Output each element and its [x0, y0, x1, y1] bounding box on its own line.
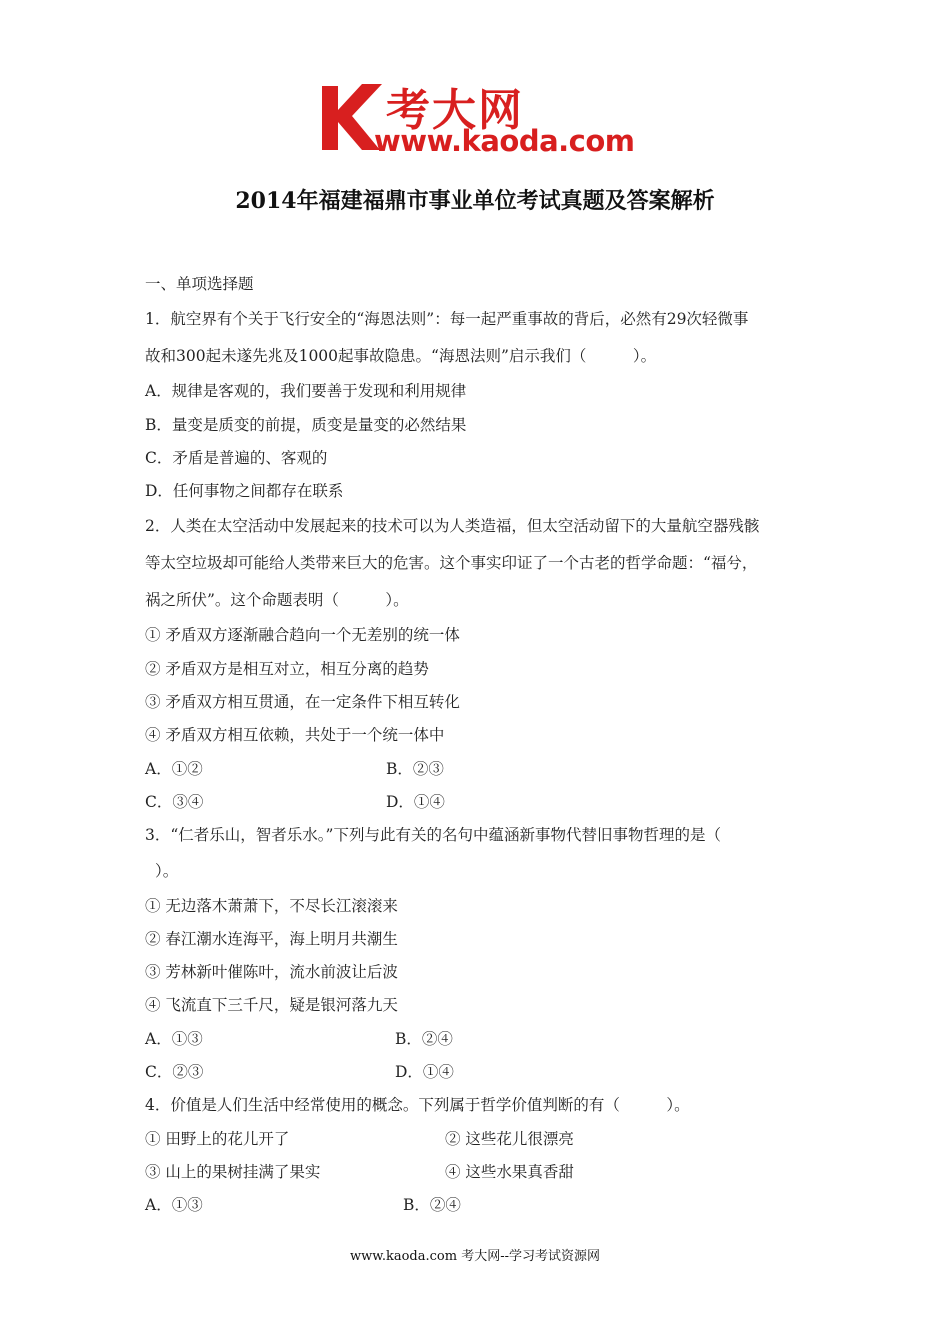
logo-chinese-text: 考大网: [386, 85, 524, 136]
question-3-item-3: ③ 芳林新叶催陈叶，流水前波让后波: [145, 963, 398, 982]
question-2-options-row-2: [145, 786, 810, 819]
question-4-options-row-1: [145, 1189, 810, 1222]
kaoda-logo: [318, 80, 638, 162]
question-2-option-d: D．①④: [386, 792, 445, 811]
question-1-option-a: A．规律是客观的，我们要善于发现和利用规律: [145, 382, 467, 401]
page-title: 2014年福建福鼎市事业单位考试真题及答案解析: [235, 188, 715, 214]
question-2-line-3: 祸之所伏”。这个命题表明（ ）。: [145, 591, 409, 610]
question-2-line-1: 2．人类在太空活动中发展起来的技术可以为人类造福，但太空活动留下的大量航空器残骸: [145, 517, 760, 536]
question-3-item-4: ④ 飞流直下三千尺，疑是银河落九天: [145, 996, 398, 1015]
question-2-item-2: ② 矛盾双方是相互对立，相互分离的趋势: [145, 659, 429, 678]
question-4-items-row-1: [145, 1123, 810, 1156]
document-body: [145, 268, 810, 1223]
question-2-line-2: 等太空垃圾却可能给人类带来巨大的危害。这个事实印证了一个古老的哲学命题：“福兮，: [145, 554, 758, 573]
page-footer: www.kaoda.com 考大网--学习考试资源网: [350, 1249, 600, 1264]
question-1-line-1: 1．航空界有个关于飞行安全的“海恩法则”：每一起严重事故的背后，必然有29次轻微事: [145, 310, 749, 329]
question-4-item-2: ② 这些花儿很漂亮: [445, 1129, 574, 1148]
question-2-item-1: ① 矛盾双方逐渐融合趋向一个无差别的统一体: [145, 626, 460, 645]
question-1-option-c: C．矛盾是普遍的、客观的: [145, 448, 328, 467]
question-4-item-1: ① 田野上的花儿开了: [145, 1129, 290, 1148]
question-4-option-b: B．②④: [403, 1196, 461, 1215]
question-3-option-d: D．①④: [395, 1063, 454, 1082]
question-3-item-1: ① 无边落木萧萧下，不尽长江滚滚来: [145, 896, 398, 915]
question-2-item-3: ③ 矛盾双方相互贯通，在一定条件下相互转化: [145, 693, 460, 712]
question-3-option-b: B．②④: [395, 1029, 453, 1048]
question-3-options-row-1: [145, 1023, 810, 1056]
question-4-items-row-2: [145, 1156, 810, 1189]
question-4-line-1: 4．价值是人们生活中经常使用的概念。下列属于哲学价值判断的有（ ）。: [145, 1096, 690, 1115]
question-2-option-a: A．①②: [145, 759, 203, 778]
question-1-option-b: B．量变是质变的前提，质变是量变的必然结果: [145, 415, 467, 434]
question-2-option-c: C．③④: [145, 792, 204, 811]
question-3-line-2: ）。: [155, 861, 179, 880]
question-3-option-a: A．①③: [145, 1029, 203, 1048]
question-2-options-row-1: [145, 753, 810, 786]
question-2-option-b: B．②③: [386, 759, 444, 778]
question-4-item-3: ③ 山上的果树挂满了果实: [145, 1162, 321, 1181]
question-2-item-4: ④ 矛盾双方相互依赖，共处于一个统一体中: [145, 726, 445, 745]
question-3-options-row-2: [145, 1056, 810, 1089]
question-4-option-a: A．①③: [145, 1196, 203, 1215]
question-1-option-d: D．任何事物之间都存在联系: [145, 482, 344, 501]
question-3-line-1: 3．“仁者乐山，智者乐水。”下列与此有关的名句中蕴涵新事物代替旧事物哲理的是（: [145, 826, 721, 845]
question-4-item-4: ④ 这些水果真香甜: [445, 1162, 574, 1181]
question-3-option-c: C．②③: [145, 1063, 204, 1082]
question-1-line-2: 故和300起未遂先兆及1000起事故隐患。“海恩法则”启示我们（ ）。: [145, 347, 657, 366]
logo-url-text: www.kaoda.com: [374, 124, 635, 158]
section-heading: 一、单项选择题: [145, 275, 254, 293]
question-3-item-2: ② 春江潮水连海平，海上明月共潮生: [145, 929, 398, 948]
